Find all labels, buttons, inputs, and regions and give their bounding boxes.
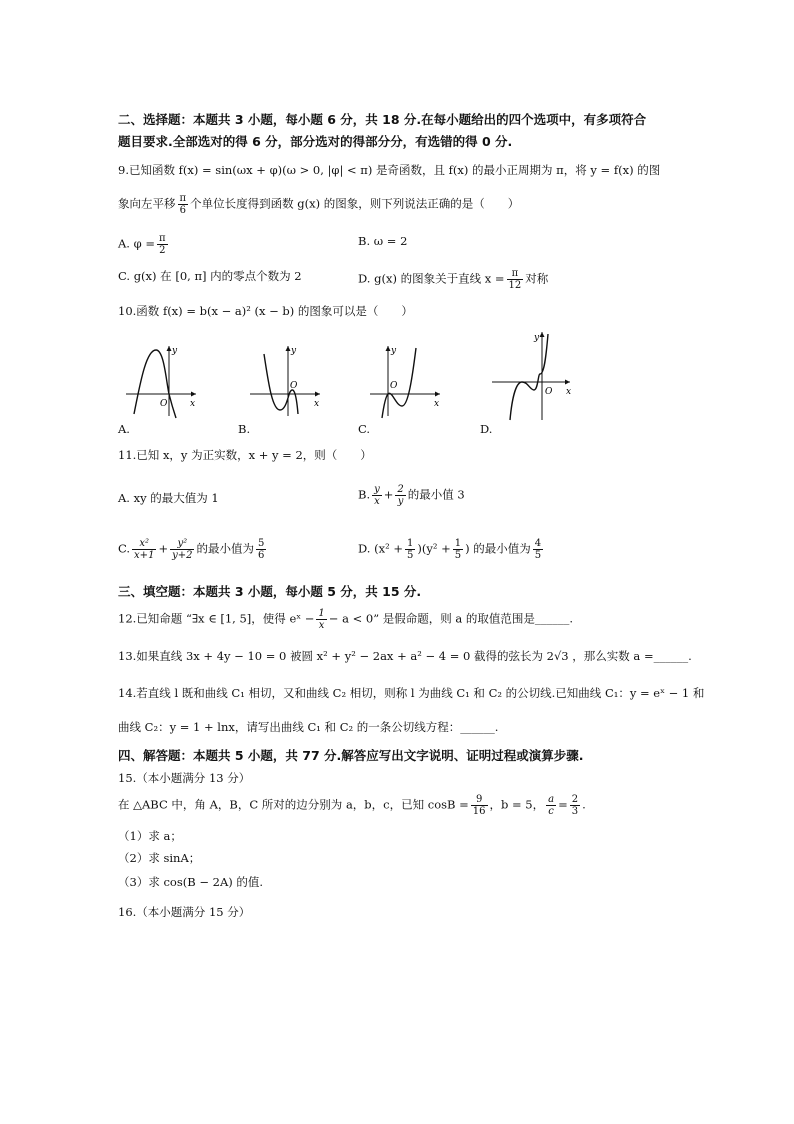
section3-heading: 三、填空题：本题共 3 小题，每小题 5 分，共 15 分.	[118, 584, 422, 599]
q10-graph-b-label: B.	[238, 422, 251, 436]
q9-option-b: B. ω = 2	[358, 234, 408, 248]
q9-line1: 9.已知函数 f(x) = sin(ωx + φ)(ω > 0, |φ| < π) 是奇函数，且 f(x) 的最小正周期为 π，将 y = f(x) 的图	[118, 163, 661, 177]
q15-title: 15.（本小题满分 13 分）	[118, 771, 251, 785]
graph-d-x-label: x	[566, 387, 572, 397]
q10-graph-a-label: A.	[118, 422, 130, 436]
q15-part2: （2）求 sinA；	[118, 851, 201, 865]
section4-heading: 四、解答题：本题共 5 小题，共 77 分.解答应写出文字说明、证明过程或演算步骤.	[118, 748, 584, 763]
graph-a-x-label: x	[190, 399, 196, 409]
q9-option-c: C. g(x) 在 [0, π] 内的零点个数为 2	[118, 269, 302, 283]
graph-a-origin-label: O	[160, 399, 168, 409]
q9-option-a: A. φ = $\frac{\pi}{2}$	[118, 233, 166, 256]
q11-option-c: C. $\frac{\text{x²}}{x+1}$ + $\frac{\text{y²}}{y+2}$ 的最小值为 $\frac{5}{6}$	[118, 538, 265, 561]
section2-heading-line2: 题目要求.全部选对的得 6 分，部分选对的得部分分，有选错的得 0 分.	[118, 134, 513, 149]
q11-option-b: B. $\frac{y}{x}$ + $\frac{2}{y}$ 的最小值 3	[358, 484, 465, 507]
graph-b-x-label: x	[314, 399, 320, 409]
q11-option-d: D. (x² + $\frac{1}{5}$ )(y² + $\frac{1}{5}$ ) 的最小值为 $\frac{4}{5}$	[358, 538, 542, 561]
graph-c-y-label: y	[391, 346, 397, 356]
q13-stem: 13.如果直线 3x + 4y − 10 = 0 被圆 x² + y² − 2ax + a² − 4 = 0 截得的弦长为 2√3 ，那么实数 a =______.	[118, 649, 692, 663]
q9-line2	[118, 193, 519, 216]
q12-stem: 12.已知命题 “∃x ∈ [1, 5]，使得 eˣ − $\frac{1}{x}$ − a < 0” 是假命题，则 a 的取值范围是______.	[118, 608, 574, 631]
q10-graph-b	[248, 340, 324, 420]
q14-line1: 14.若直线 l 既和曲线 C₁ 相切，又和曲线 C₂ 相切，则称 l 为曲线 C₁ 和 C₂ 的公切线.已知曲线 C₁：y = eˣ − 1 和	[118, 686, 705, 700]
q10-graph-d	[490, 328, 576, 422]
graph-d-y-label: y	[534, 333, 540, 343]
q9-option-d: D. g(x) 的图象关于直线 x = $\frac{\pi}{12}$ 对称	[358, 268, 549, 291]
q15-part1: （1）求 a；	[118, 829, 182, 843]
q16-title: 16.（本小题满分 15 分）	[118, 905, 251, 919]
graph-a-y-label: y	[172, 346, 178, 356]
q9-shift-fraction: $\frac{\pi}{6}$	[179, 193, 187, 216]
q15-part3: （3）求 cos(B − 2A) 的值.	[118, 875, 264, 889]
q10-graph-c	[368, 340, 444, 420]
q10-graph-c-label: C.	[358, 422, 371, 436]
q9-line2-post: 个单位长度得到函数 g(x) 的图象，则下列说法正确的是（ ）	[190, 196, 520, 211]
q15-stem: 在 △ABC 中，角 A，B，C 所对的边分别为 a，b，c，已知 cosB = $\frac{9}{16}$ ，b = 5， $\frac{a}{c}$ = $\frac{2}{3}$ .	[118, 794, 586, 817]
q9-line2-pre: 象向左平移	[118, 196, 176, 211]
graph-c-origin-label: O	[390, 381, 398, 391]
q11-option-a: A. xy 的最大值为 1	[118, 491, 219, 505]
q14-line2: 曲线 C₂：y = 1 + lnx，请写出曲线 C₁ 和 C₂ 的一条公切线方程：______.	[118, 720, 499, 734]
q10-graph-a	[124, 340, 200, 420]
q10-stem: 10.函数 f(x) = b(x − a)² (x − b) 的图象可以是（ ）	[118, 304, 413, 318]
graph-b-origin-label: O	[290, 381, 298, 391]
section2-heading-line1: 二、选择题：本题共 3 小题，每小题 6 分，共 18 分.在每小题给出的四个选项中，有多项符合	[118, 112, 647, 127]
q10-graph-d-label: D.	[480, 422, 493, 436]
graph-b-y-label: y	[291, 346, 297, 356]
q11-stem: 11.已知 x，y 为正实数，x + y = 2，则（ ）	[118, 448, 372, 462]
graph-d-origin-label: O	[545, 387, 553, 397]
graph-c-x-label: x	[434, 399, 440, 409]
